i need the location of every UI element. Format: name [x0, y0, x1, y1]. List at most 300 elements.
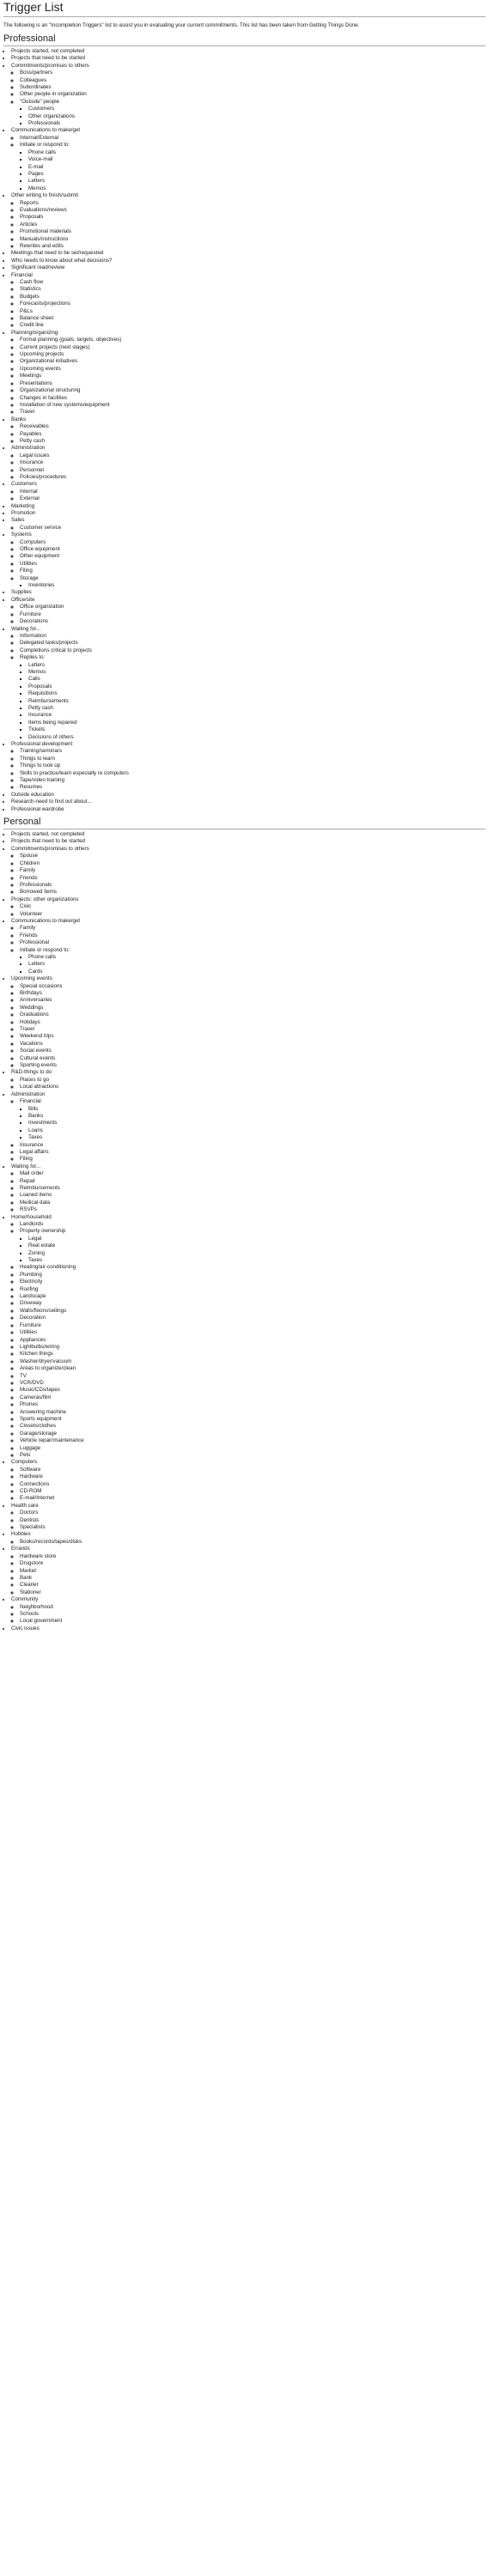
list-item-label: Children [20, 860, 40, 866]
list-item [11, 532, 486, 589]
list-item-label: Sports equipment [20, 1415, 62, 1422]
list-item-label: Lightbulbs/wiring [20, 1343, 60, 1350]
list-item-label: Other writing to finish/submit [11, 192, 79, 199]
list-item-label: Phone calls [28, 953, 56, 960]
list-item [20, 1517, 486, 1524]
list-item-label: Vacations [20, 1040, 43, 1047]
list-item-label: Hobbies [11, 1531, 31, 1538]
list-item-label: Insurance [20, 1141, 44, 1148]
list-item [11, 975, 486, 1069]
list-item-label: Computers [20, 538, 46, 545]
section-personal [3, 817, 486, 1632]
list-item-label: E-mail/Internet [20, 1495, 55, 1502]
list-item-label: Closets/clothes [20, 1423, 56, 1430]
list-item [20, 1568, 486, 1575]
list-item [11, 1069, 486, 1091]
list-item [20, 933, 486, 939]
list-item [20, 322, 486, 329]
list-item-label: Schools [20, 1610, 40, 1617]
list-item-label: Projects that need to be started [11, 838, 85, 845]
list-item-label: Professional wardrobe [11, 805, 64, 812]
list-item-label: Roofing [20, 1285, 39, 1292]
list-item-label: Insurance [28, 712, 52, 719]
list-item-label: Inventories [28, 582, 55, 589]
list-item [28, 969, 486, 975]
list-item [20, 1539, 486, 1546]
list-item [20, 1604, 486, 1611]
list-item [28, 712, 486, 719]
list-item-label: Travel [20, 1026, 34, 1033]
list-item [11, 127, 486, 192]
list-item-label: Civic issues [11, 1625, 40, 1631]
list-item-label: Vehicle repair/maintenance [20, 1437, 84, 1444]
list-item-label: Walls/floors/ceilings [20, 1307, 67, 1314]
list-item [20, 459, 486, 466]
list-item-label: Commitments/promises to others [11, 62, 89, 69]
list-item-label: Furniture [20, 611, 41, 617]
list-item [20, 1445, 486, 1452]
list-item-label: Formal planning (goals, targets, objectives) [20, 337, 122, 343]
list-item [20, 546, 486, 553]
list-item [20, 756, 486, 762]
list-item-label: Heating/air-conditioning [20, 1264, 76, 1271]
list-item-label: Letters [28, 961, 45, 968]
list-item-label: Reimbursements [20, 1184, 60, 1191]
list-item-label: Kitchen things [20, 1351, 53, 1358]
list-item-label: Installation of new systems/equipment [20, 401, 110, 408]
list-item-label: Errands [11, 1546, 30, 1552]
list-item-label: Pages [28, 170, 44, 177]
list-item-label: Budgets [20, 293, 40, 300]
list-item [20, 1495, 486, 1502]
list-item [28, 106, 486, 112]
list-item [20, 1286, 486, 1293]
sub-list [11, 279, 486, 330]
sub-list [11, 1170, 486, 1213]
list-item [20, 222, 486, 228]
list-item-label: Significant read/review [11, 264, 65, 271]
list-item [20, 1156, 486, 1163]
list-item-label: P&Ls [20, 307, 33, 314]
sub-list [11, 423, 486, 445]
sub-list [11, 748, 486, 791]
sub-list [11, 1098, 486, 1163]
list-item [20, 1077, 486, 1084]
list-item [20, 647, 486, 654]
list-item-label: Meetings that need to be set/requested [11, 250, 104, 257]
list-item [20, 1560, 486, 1567]
list-item-label: Investments [28, 1120, 58, 1127]
list-item-label: Cultural events [20, 1054, 56, 1061]
list-item-label: Upcoming events [11, 975, 52, 982]
list-item-label: Bank [20, 1574, 33, 1581]
list-item-label: Boss/partners [20, 70, 53, 76]
list-item-label: Statistics [20, 286, 41, 293]
list-item-label: R&D-things to do [11, 1069, 52, 1076]
sub-list [11, 525, 486, 532]
sub-list [11, 1467, 486, 1503]
trigger-list [3, 831, 486, 1632]
list-item-label: Articles [20, 221, 38, 228]
list-item-label: Receivables [20, 423, 49, 430]
list-item-label: Furniture [20, 1321, 41, 1328]
list-item [20, 777, 486, 784]
sub-list [11, 1510, 486, 1531]
list-item-label: Payables [20, 430, 42, 437]
list-item-label: Things to learn [20, 755, 55, 762]
list-item-label: Specialists [20, 1524, 46, 1531]
list-item [20, 867, 486, 874]
list-item-label: Tape/video training [20, 777, 64, 784]
list-item-label: Utilities [20, 560, 37, 567]
sub-list [11, 925, 486, 975]
list-item [20, 762, 486, 769]
list-item [11, 1596, 486, 1625]
list-item [20, 1170, 486, 1177]
list-item [20, 373, 486, 380]
list-item [20, 431, 486, 438]
list-item [20, 860, 486, 867]
list-item-label: Professional [20, 939, 50, 946]
list-item [20, 997, 486, 1004]
list-item [11, 272, 486, 330]
list-item-label: Systems [11, 532, 32, 538]
list-item-label: Requisitions [28, 690, 58, 697]
list-item [20, 784, 486, 791]
list-item-label: Driveway [20, 1300, 42, 1307]
list-item-label: Waiting for... [11, 625, 41, 632]
list-item [28, 185, 486, 192]
list-item-label: Letters [28, 661, 45, 668]
list-item [28, 156, 486, 163]
list-item [11, 48, 486, 55]
list-item [20, 489, 486, 495]
list-item-label: Internal [20, 488, 38, 495]
list-item-label: Medical data [20, 1199, 51, 1206]
list-item [11, 846, 486, 896]
list-item [11, 55, 486, 62]
list-item-label: Personnel [20, 466, 44, 473]
list-item-label: Research-need to find out about... [11, 799, 92, 805]
list-item-label: Proposals [20, 214, 44, 221]
list-item [20, 1272, 486, 1279]
list-item [20, 770, 486, 777]
list-item [11, 481, 486, 502]
list-item [28, 1120, 486, 1127]
sub-list [20, 1106, 486, 1142]
list-item [20, 351, 486, 358]
list-item-label: Banks [11, 416, 27, 422]
list-item [11, 416, 486, 446]
list-item [20, 1033, 486, 1040]
list-item [20, 1416, 486, 1423]
list-item [20, 925, 486, 932]
section-heading: Personal [3, 817, 486, 829]
list-item-label: Dentists [20, 1516, 40, 1523]
list-item [20, 1437, 486, 1444]
list-item [28, 726, 486, 733]
sub-list [20, 106, 486, 127]
list-item [20, 1553, 486, 1560]
list-item [20, 99, 486, 128]
list-item [20, 453, 486, 459]
list-item [20, 1431, 486, 1437]
list-item-label: Special occasions [20, 982, 63, 989]
list-item [20, 1279, 486, 1285]
list-item-label: Tickets [28, 726, 46, 733]
list-item [20, 539, 486, 546]
list-item [20, 1200, 486, 1206]
list-item-label: Marketing [11, 502, 35, 509]
list-item [28, 1250, 486, 1257]
list-item [11, 597, 486, 626]
list-item-label: Real estate [28, 1242, 56, 1249]
list-item-label: Current projects (next stages) [20, 343, 90, 350]
list-item [20, 1264, 486, 1271]
list-item-label: Birthdays [20, 990, 42, 996]
list-item [11, 1214, 486, 1460]
list-item-label: Other equipment [20, 553, 60, 560]
list-item [20, 387, 486, 394]
list-item-label: Music/CDs/tapes [20, 1387, 60, 1394]
list-item-label: Sales [11, 517, 25, 524]
list-item-label: Internal/External [20, 134, 59, 141]
list-item [20, 1589, 486, 1596]
list-item-label: Presentations [20, 380, 52, 386]
list-item-label: Doctors [20, 1510, 39, 1516]
list-item [20, 1582, 486, 1589]
list-item [20, 911, 486, 918]
list-item-label: Projects: other organizations [11, 896, 79, 902]
list-item-label: Manuals/instructions [20, 235, 69, 242]
sub-list [11, 903, 486, 918]
list-item [20, 1351, 486, 1358]
list-item-label: Forecasts/projections [20, 301, 70, 307]
list-item-label: Friends [20, 932, 38, 939]
list-item [20, 495, 486, 502]
list-item-label: Other people in organization [20, 91, 87, 98]
list-item [11, 918, 486, 975]
list-item-label: Taxes [28, 1257, 43, 1264]
list-item [11, 330, 486, 416]
list-item-label: Health care [11, 1502, 39, 1509]
list-item-label: Weddings [20, 1004, 44, 1011]
list-item [20, 1315, 486, 1321]
sub-list [11, 633, 486, 741]
list-item [20, 380, 486, 387]
list-item [28, 1242, 486, 1249]
list-item-label: Loans [28, 1127, 43, 1133]
list-item [20, 1365, 486, 1372]
list-item-label: Repair [20, 1177, 36, 1184]
list-item [20, 301, 486, 307]
list-item-label: Petty cash [20, 437, 45, 444]
list-item [20, 344, 486, 351]
list-item [20, 228, 486, 235]
list-item-label: Training/seminars [20, 748, 62, 755]
sub-list [11, 135, 486, 192]
list-item-label: Initiate or respond to: [20, 946, 70, 953]
list-item [20, 889, 486, 896]
list-item [28, 734, 486, 741]
list-item [11, 1459, 486, 1502]
sub-list [11, 1221, 486, 1459]
list-item [11, 192, 486, 250]
list-item-label: Balance sheet [20, 315, 54, 322]
list-item [20, 604, 486, 611]
list-item-label: Completions critical to projects [20, 647, 92, 653]
list-item-label: Garage/storage [20, 1430, 57, 1437]
list-item-label: Reports [20, 199, 39, 206]
list-item [20, 903, 486, 910]
list-item [20, 315, 486, 322]
list-item [20, 553, 486, 560]
list-item-label: "Outside" people [20, 98, 60, 105]
list-item-label: Information [20, 632, 46, 639]
list-item [20, 525, 486, 532]
list-item-label: Who needs to know about what decisions? [11, 257, 113, 264]
list-item [20, 438, 486, 445]
sub-list [11, 337, 486, 416]
list-item [20, 1012, 486, 1018]
list-item [20, 983, 486, 990]
list-item-label: Places to go [20, 1076, 50, 1083]
list-item-label: Initiate or respond to: [20, 142, 70, 149]
list-item [20, 1192, 486, 1199]
list-item-label: Resumes [20, 784, 43, 791]
list-item [11, 806, 486, 813]
list-item [20, 1048, 486, 1054]
list-item [11, 258, 486, 264]
list-item-label: Appliances [20, 1336, 46, 1343]
list-item-label: Colleagues [20, 76, 46, 83]
list-item [20, 1228, 486, 1264]
list-item-label: Family [20, 925, 36, 932]
list-item [20, 1098, 486, 1141]
list-item-label: Office organization [20, 604, 64, 611]
list-item [20, 640, 486, 647]
list-item-label: Answering machine [20, 1408, 66, 1415]
list-item [11, 799, 486, 805]
list-item [20, 575, 486, 590]
list-item [20, 990, 486, 997]
list-item [20, 1618, 486, 1625]
list-item-label: Cleaner [20, 1582, 39, 1589]
list-item-label: Phones [20, 1401, 38, 1408]
sub-list [11, 453, 486, 482]
list-item-label: External [20, 495, 40, 502]
sub-list [11, 200, 486, 251]
list-item [20, 1084, 486, 1091]
list-item [20, 423, 486, 430]
list-item [20, 1488, 486, 1495]
list-item-label: Home/household [11, 1213, 52, 1220]
list-item [20, 366, 486, 373]
list-item [11, 264, 486, 271]
list-item-label: Cameras/film [20, 1394, 52, 1400]
list-item [20, 337, 486, 343]
list-item-label: Weekend trips [20, 1033, 54, 1040]
list-item [20, 939, 486, 946]
list-item [20, 568, 486, 574]
list-item [20, 853, 486, 860]
list-item-label: Washer/dryer/vacuum [20, 1358, 72, 1364]
list-item [20, 1062, 486, 1069]
list-item [20, 1575, 486, 1582]
list-item [20, 1394, 486, 1401]
list-item [28, 582, 486, 589]
list-item [11, 445, 486, 481]
list-item-label: Decoration [20, 1315, 46, 1321]
list-item-label: Projects started, not completed [11, 48, 85, 54]
list-item [20, 1293, 486, 1300]
list-item-label: Friends [20, 874, 38, 881]
list-item-label: Planning/organizing [11, 329, 58, 336]
trigger-list [3, 48, 486, 813]
list-item [28, 720, 486, 726]
list-item [20, 1510, 486, 1516]
list-item [20, 1401, 486, 1408]
list-item [20, 1019, 486, 1026]
list-item [11, 896, 486, 918]
list-item [20, 402, 486, 409]
list-item [28, 676, 486, 683]
list-item-label: Anniversaries [20, 997, 52, 1004]
list-item [20, 1149, 486, 1156]
sub-list [20, 582, 486, 589]
list-item-label: Professional development [11, 741, 73, 747]
list-item [20, 1373, 486, 1380]
list-item [11, 1546, 486, 1596]
list-item-label: Professionals [28, 120, 61, 127]
list-item-label: Filing [20, 1156, 33, 1163]
list-item-label: Landlords [20, 1221, 44, 1227]
list-item-label: Legal issues [20, 452, 50, 459]
list-item [20, 358, 486, 365]
list-item-label: Calls [28, 676, 40, 683]
list-item-label: Professionals [20, 881, 52, 888]
list-item [20, 1185, 486, 1192]
list-item [20, 294, 486, 301]
list-item [11, 626, 486, 742]
list-item [28, 113, 486, 120]
list-item [20, 1337, 486, 1344]
list-item [20, 654, 486, 741]
list-item [20, 236, 486, 243]
list-item-label: Sporting events [20, 1062, 57, 1069]
list-item-label: Spouse [20, 853, 38, 860]
sub-list [11, 1604, 486, 1625]
list-item-label: Family [20, 867, 36, 874]
list-item-label: Market [20, 1567, 36, 1574]
list-item-label: Loaned items [20, 1192, 52, 1199]
list-item-label: Electricity [20, 1279, 43, 1285]
sub-list [11, 539, 486, 590]
list-item-label: Letters [28, 178, 45, 185]
list-item [20, 77, 486, 84]
list-item [20, 1221, 486, 1228]
list-item [20, 1358, 486, 1365]
list-item [28, 178, 486, 185]
list-item [28, 120, 486, 127]
list-item-label: Communications to make/get [11, 127, 81, 134]
list-item [28, 1257, 486, 1264]
list-item [20, 1142, 486, 1149]
list-item-label: Zoning [28, 1249, 45, 1256]
list-item-label: Other organizations [28, 112, 75, 119]
sub-list [11, 1553, 486, 1596]
list-item-label: Hardware store [20, 1552, 57, 1559]
